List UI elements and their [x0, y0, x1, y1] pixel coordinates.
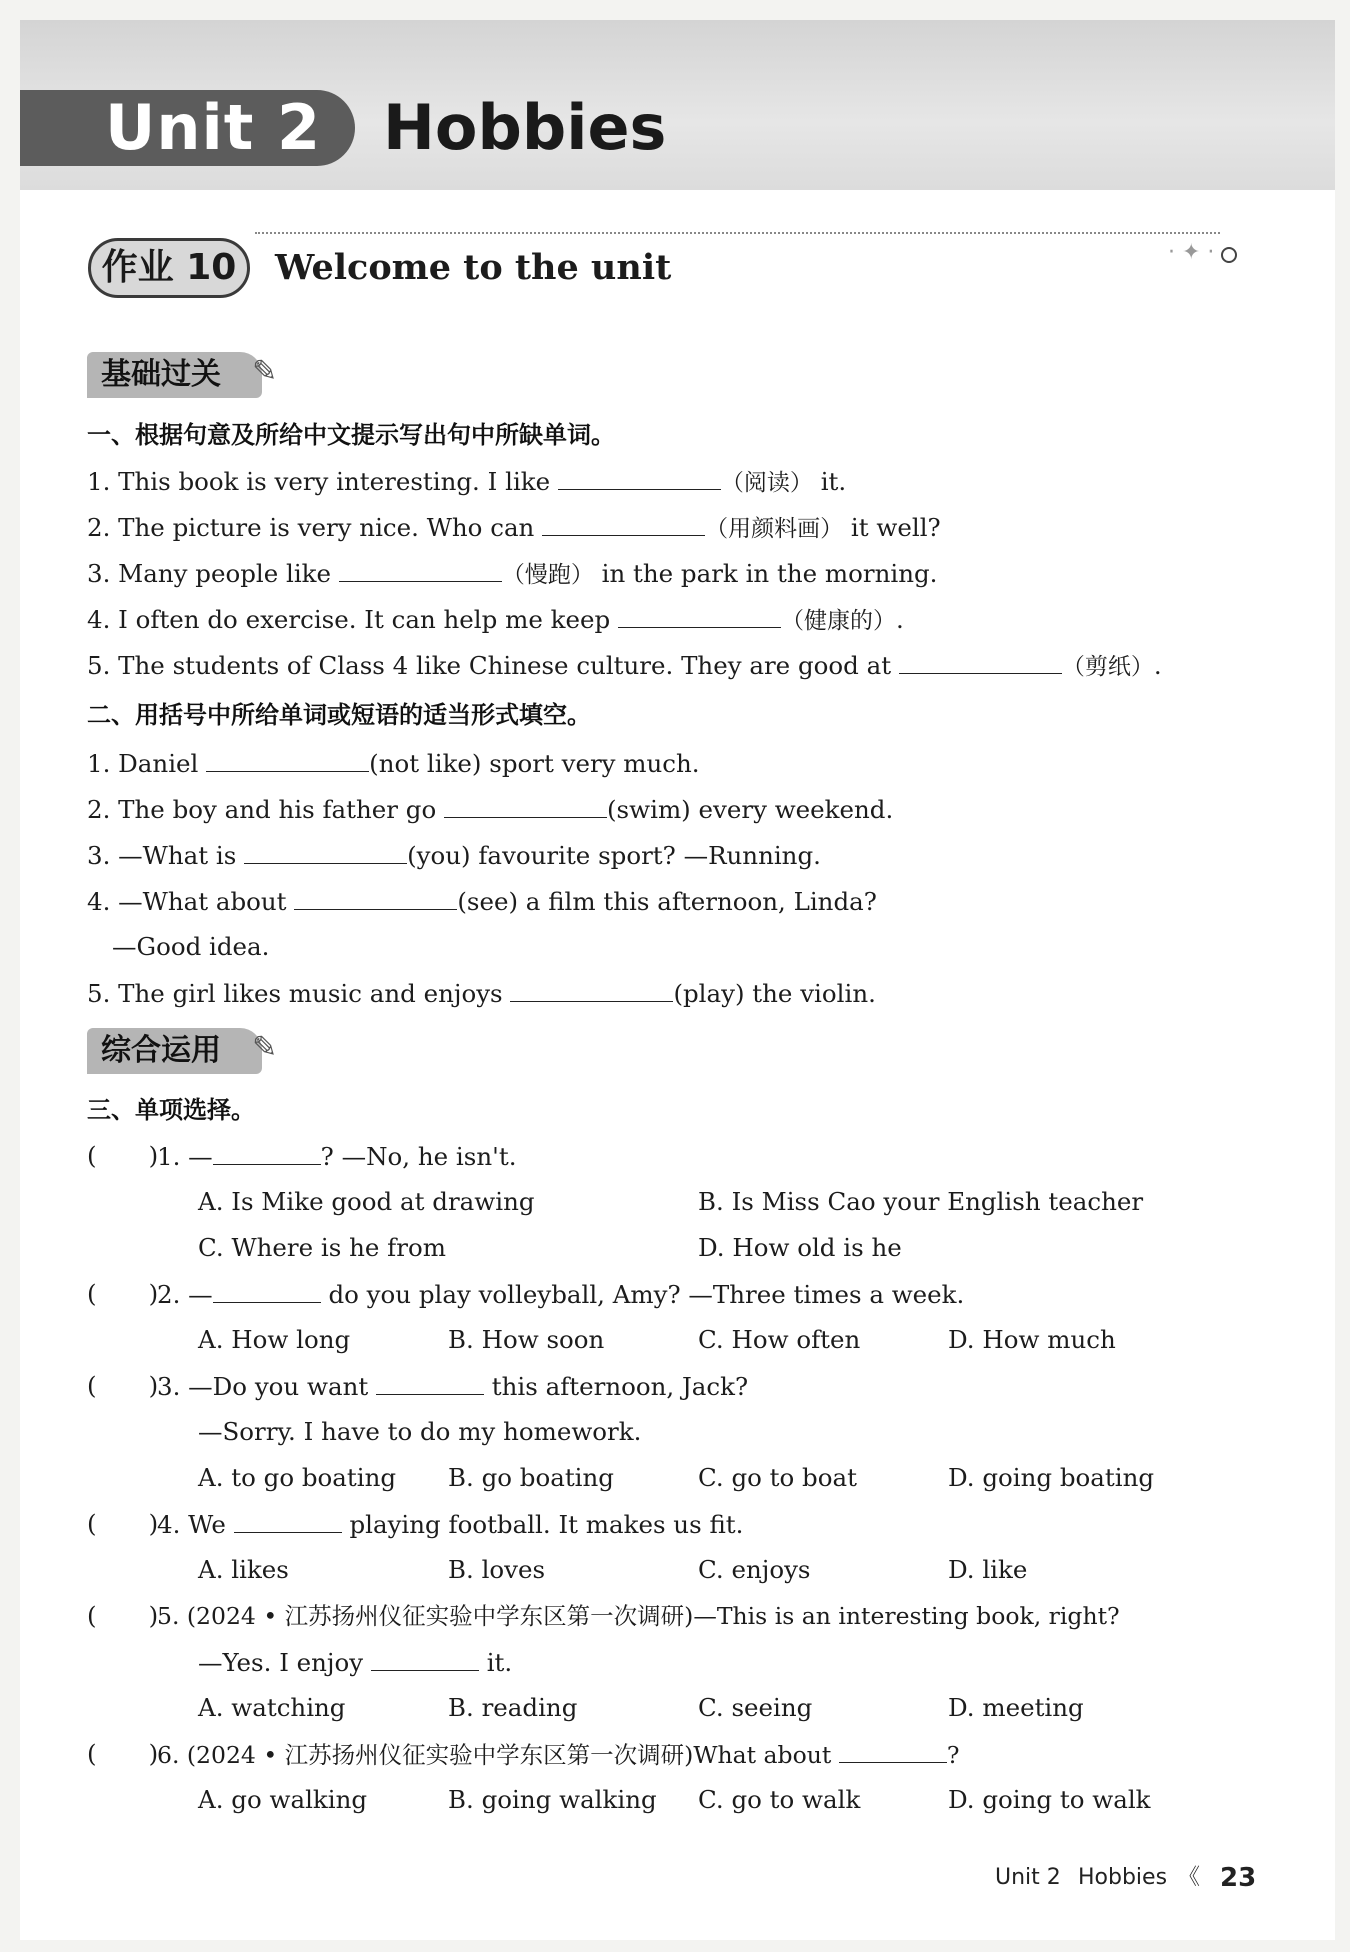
- double-chevron-icon: 《: [1178, 1865, 1201, 1890]
- answer-blank[interactable]: [339, 555, 502, 582]
- q6-option-a[interactable]: A. go walking: [198, 1785, 368, 1814]
- q2-option-c[interactable]: C. How often: [698, 1325, 861, 1354]
- q6-option-b[interactable]: B. going walking: [448, 1785, 657, 1814]
- question-1: 1. — ? —No, he isn't.: [157, 1138, 516, 1175]
- answer-blank[interactable]: [376, 1368, 484, 1395]
- q5-option-d[interactable]: D. meeting: [948, 1693, 1084, 1722]
- answer-blank[interactable]: [558, 463, 721, 490]
- q1-option-c[interactable]: C. Where is he from: [198, 1233, 446, 1262]
- q5-option-c[interactable]: C. seeing: [698, 1693, 813, 1722]
- q3-option-d[interactable]: D. going boating: [948, 1463, 1155, 1492]
- part2-item-2: 2. The boy and his father go (swim) every weekend.: [87, 791, 893, 828]
- part2-item-4: 4. —What about (see) a film this afternoon, Linda?: [87, 883, 877, 920]
- q3-option-a[interactable]: A. to go boating: [198, 1463, 397, 1492]
- part2-item-1: 1. Daniel (not like) sport very much.: [87, 745, 700, 782]
- answer-blank[interactable]: [618, 601, 781, 628]
- answer-blank[interactable]: [444, 791, 607, 818]
- question-4: 4. We playing football. It makes us fit.: [157, 1506, 743, 1543]
- q4-option-d[interactable]: D. like: [948, 1555, 1028, 1584]
- q1-option-d[interactable]: D. How old is he: [698, 1233, 902, 1262]
- pencil-icon: ✎: [252, 354, 278, 389]
- circle-icon: [1221, 247, 1237, 263]
- section-tag-basic: 基础过关: [87, 352, 262, 398]
- part2-heading: 二、用括号中所给单词或短语的适当形式填空。: [87, 701, 591, 729]
- lesson-title: Welcome to the unit: [275, 247, 672, 288]
- part2-item-3: 3. —What is (you) favourite sport? —Running.: [87, 837, 821, 874]
- q2-option-a[interactable]: A. How long: [198, 1325, 351, 1354]
- page-number: 23: [1220, 1863, 1257, 1893]
- footer-topic: Hobbies: [1078, 1865, 1168, 1890]
- answer-blank[interactable]: [542, 509, 705, 536]
- answer-bracket[interactable]: ( ): [87, 1601, 159, 1630]
- q1-option-a[interactable]: A. Is Mike good at drawing: [198, 1187, 535, 1216]
- answer-blank[interactable]: [234, 1506, 342, 1533]
- q4-option-a[interactable]: A. likes: [198, 1555, 289, 1584]
- part1-item-4: 4. I often do exercise. It can help me keep （健康的）.: [87, 601, 904, 639]
- section-tag-comprehensive: 综合运用: [87, 1028, 262, 1074]
- answer-blank[interactable]: [371, 1644, 479, 1671]
- q2-option-d[interactable]: D. How much: [948, 1325, 1116, 1354]
- answer-bracket[interactable]: ( ): [87, 1141, 159, 1170]
- answer-bracket[interactable]: ( ): [87, 1739, 159, 1768]
- part1-item-5: 5. The students of Class 4 like Chinese culture. They are good at （剪纸）.: [87, 647, 1162, 685]
- q6-option-d[interactable]: D. going to walk: [948, 1785, 1151, 1814]
- part1-item-2: 2. The picture is very nice. Who can （用颜料画） it well?: [87, 509, 941, 547]
- part3-heading: 三、单项选择。: [87, 1096, 255, 1124]
- answer-bracket[interactable]: ( ): [87, 1509, 159, 1538]
- q5-option-b[interactable]: B. reading: [448, 1693, 578, 1722]
- unit-topic: Hobbies: [383, 91, 667, 164]
- answer-blank[interactable]: [839, 1736, 947, 1763]
- question-3: 3. —Do you want this afternoon, Jack?: [157, 1368, 748, 1405]
- part1-heading: 一、根据句意及所给中文提示写出句中所缺单词。: [87, 421, 615, 449]
- answer-bracket[interactable]: ( ): [87, 1371, 159, 1400]
- unit-label: Unit 2: [20, 90, 355, 166]
- answer-blank[interactable]: [244, 837, 407, 864]
- answer-blank[interactable]: [213, 1138, 321, 1165]
- part2-item-4-reply: —Good idea.: [112, 932, 270, 961]
- answer-blank[interactable]: [213, 1276, 321, 1303]
- question-6: 6. (2024 • 江苏扬州仪征实验中学东区第一次调研)What about ?: [157, 1736, 959, 1773]
- q4-option-c[interactable]: C. enjoys: [698, 1555, 811, 1584]
- q3-reply: —Sorry. I have to do my homework.: [198, 1417, 642, 1446]
- part1-item-3: 3. Many people like （慢跑） in the park in the morning.: [87, 555, 937, 593]
- q1-option-b[interactable]: B. Is Miss Cao your English teacher: [698, 1187, 1144, 1216]
- q5-reply: —Yes. I enjoy it.: [198, 1644, 512, 1681]
- part2-item-5: 5. The girl likes music and enjoys (play) the violin.: [87, 975, 876, 1012]
- footer-unit: Unit 2: [995, 1865, 1061, 1890]
- answer-blank[interactable]: [899, 647, 1062, 674]
- sparkle-icon: · ✦ ·: [1168, 240, 1215, 265]
- answer-blank[interactable]: [206, 745, 369, 772]
- q3-option-b[interactable]: B. go boating: [448, 1463, 614, 1492]
- part1-item-1: 1. This book is very interesting. I like （阅读） it.: [87, 463, 846, 501]
- q5-option-a[interactable]: A. watching: [198, 1693, 346, 1722]
- question-5: 5. (2024 • 江苏扬州仪征实验中学东区第一次调研)—This is an interesting book, right?: [157, 1602, 1120, 1630]
- answer-blank[interactable]: [294, 883, 457, 910]
- q2-option-b[interactable]: B. How soon: [448, 1325, 605, 1354]
- dotted-divider: [255, 232, 1220, 234]
- pencil-icon: ✎: [252, 1030, 278, 1065]
- lesson-badge: 作业 10: [88, 238, 250, 298]
- q6-option-c[interactable]: C. go to walk: [698, 1785, 861, 1814]
- q4-option-b[interactable]: B. loves: [448, 1555, 546, 1584]
- answer-blank[interactable]: [510, 975, 673, 1002]
- question-2: 2. — do you play volleyball, Amy? —Three times a week.: [157, 1276, 964, 1313]
- q3-option-c[interactable]: C. go to boat: [698, 1463, 857, 1492]
- answer-bracket[interactable]: ( ): [87, 1279, 159, 1308]
